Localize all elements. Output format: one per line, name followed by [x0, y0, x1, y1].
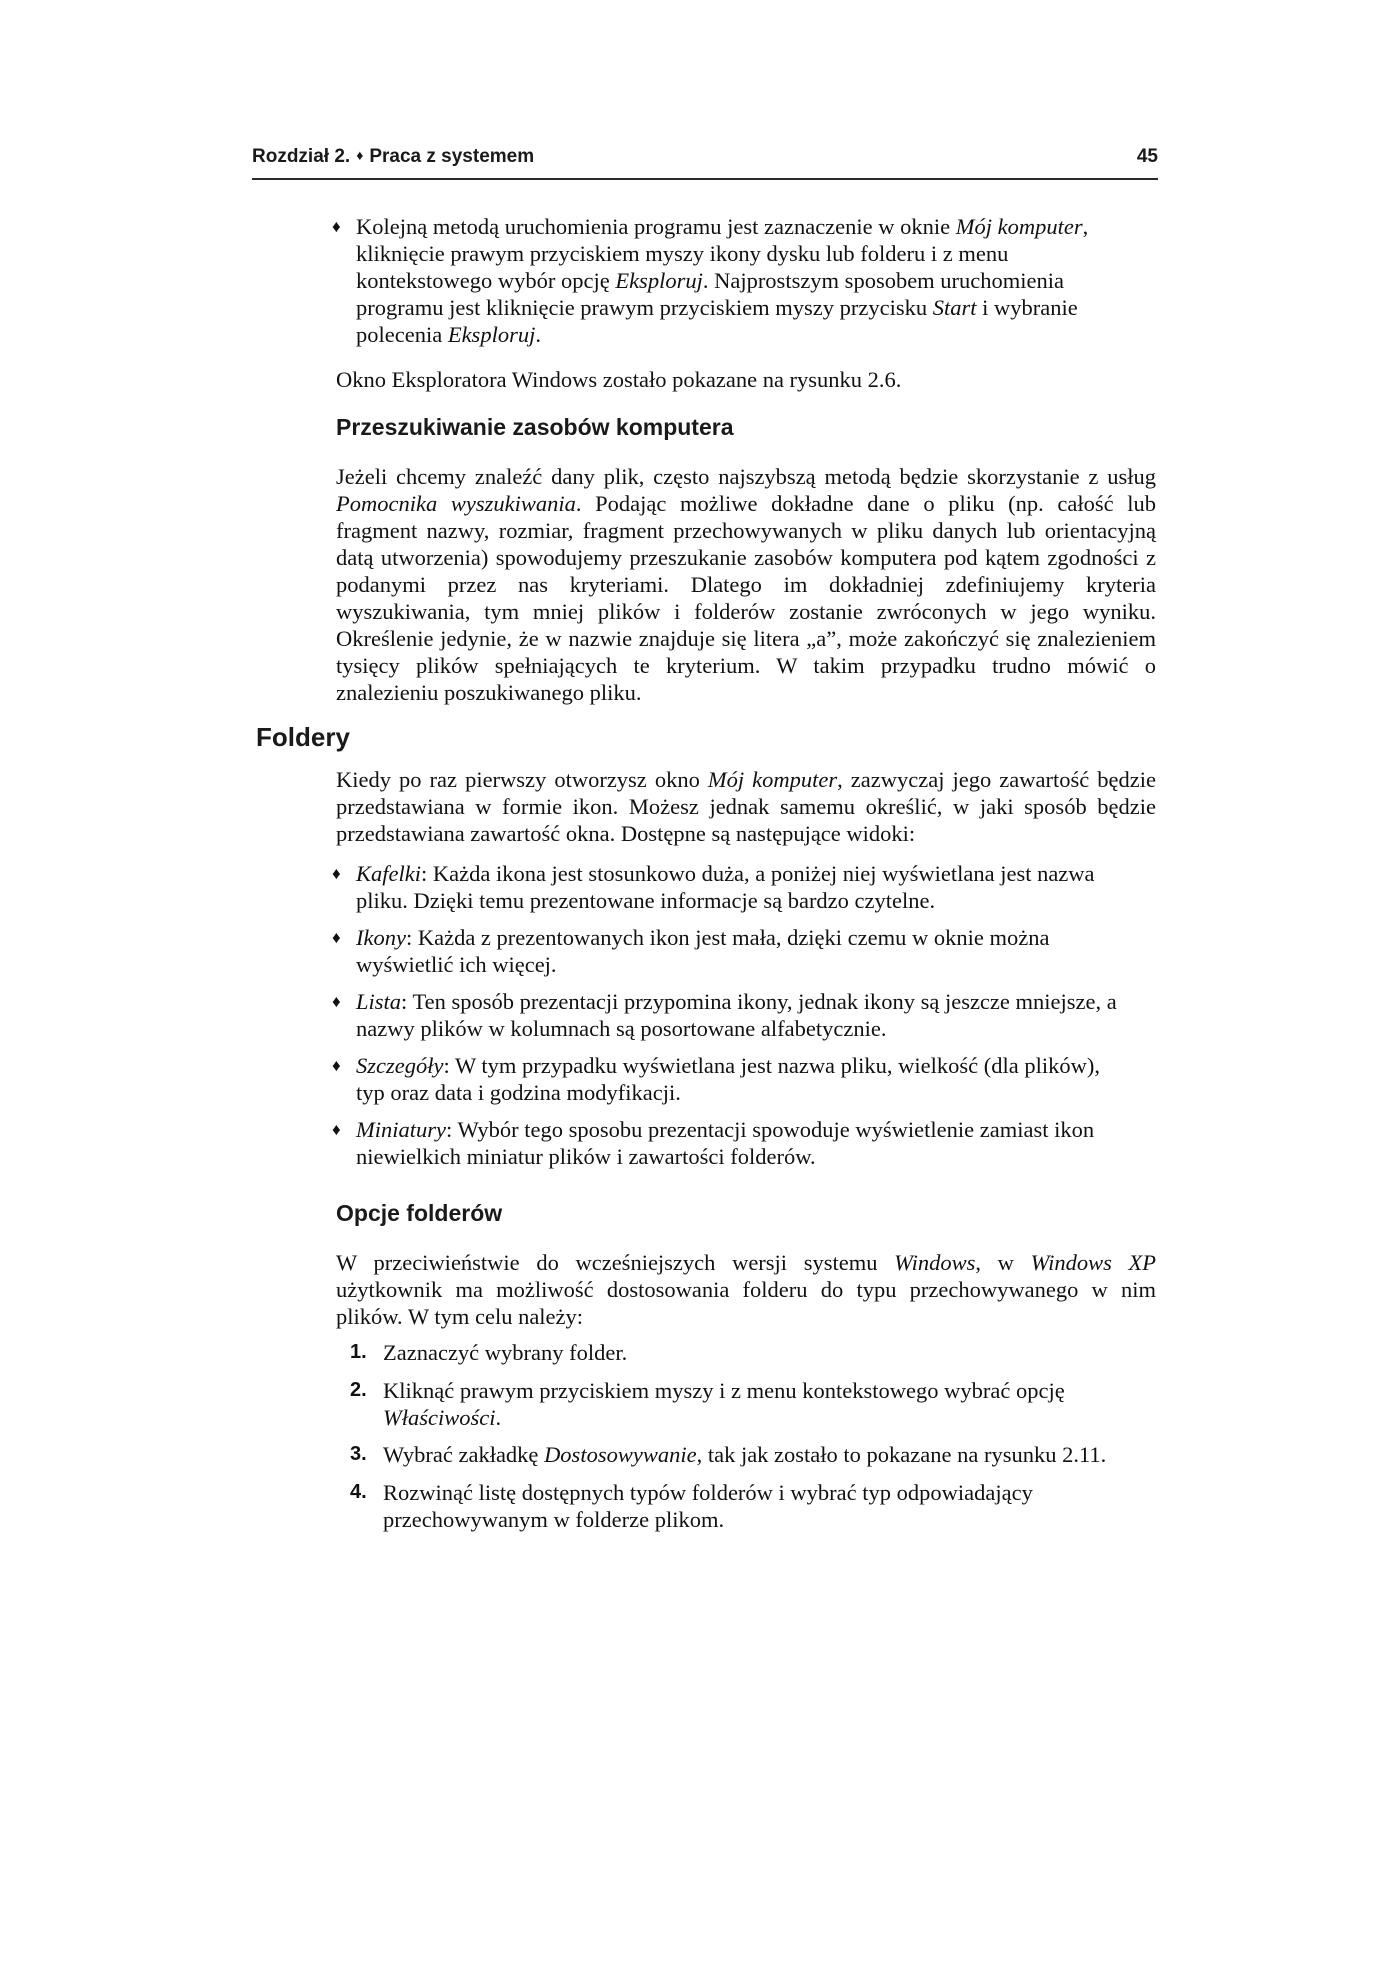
step-item — [350, 1339, 1163, 1366]
view-item-kafelki — [332, 860, 1126, 914]
step-text: Zaznaczyć wybrany folder. — [383, 1340, 628, 1365]
header-chapter-title — [252, 146, 534, 168]
bullet-text: Kolejną metodą uruchomienia programu jest zaznaczenie w oknie Mój komputer, kliknięcie prawym przyciskiem myszy ikony dysku lub folderu i z menu kontekstowego wybór opcję Eksploruj. Najprostszym sposobem uruchomienia programu jest kliknięcie prawym przyciskiem myszy przycisku Start i wybranie polecenia Eksploruj. — [356, 214, 1089, 347]
step-number: 2. — [350, 1379, 367, 1401]
explorer-note: Okno Eksploratora Windows zostało pokazane na rysunku 2.6. — [336, 367, 902, 392]
view-item-lista — [332, 988, 1126, 1042]
step-text: Rozwinąć listę dostępnych typów folderów i wybrać typ odpowiadający przechowywanym w folderze plikom. — [383, 1480, 1033, 1532]
diamond-icon: ♦ — [356, 147, 364, 163]
view-text: Szczegóły: W tym przypadku wyświetlana jest nazwa pliku, wielkość (dla plików), typ oraz data i godzina modyfikacji. — [356, 1053, 1101, 1105]
page-number: 45 — [1136, 146, 1158, 167]
step-number: 4. — [350, 1481, 367, 1503]
section-heading-search: Przeszukiwanie zasobów komputera — [336, 414, 734, 440]
header-section: Praca z systemem — [369, 146, 535, 167]
section-heading-options: Opcje folderów — [336, 1200, 503, 1226]
view-text: Miniatury: Wybór tego sposobu prezentacji spowoduje wyświetlenie zamiast ikon niewielkich miniatur plików i zawartości folderów. — [356, 1117, 1095, 1169]
step-text: Wybrać zakładkę Dostosowywanie, tak jak zostało to pokazane na rysunku 2.11. — [383, 1442, 1107, 1467]
diamond-icon: ♦ — [332, 1120, 341, 1139]
diamond-icon: ♦ — [332, 864, 341, 883]
view-text: Kafelki: Każda ikona jest stosunkowo duża, a poniżej niej wyświetlana jest nazwa pliku. Dzięki temu prezentowane informacje są bardzo czytelne. — [356, 861, 1095, 913]
view-text: Ikony: Każda z prezentowanych ikon jest mała, dzięki czemu w oknie można wyświetlić ich więcej. — [356, 925, 1050, 977]
step-number: 3. — [350, 1443, 367, 1465]
section-heading-folders: Foldery — [256, 722, 350, 752]
step-item — [350, 1441, 1163, 1468]
bullet-item-explorer-launch — [332, 213, 1126, 348]
diamond-icon: ♦ — [332, 928, 341, 947]
diamond-icon: ♦ — [332, 217, 341, 236]
view-item-ikony — [332, 924, 1126, 978]
step-number: 1. — [350, 1341, 367, 1363]
diamond-icon: ♦ — [332, 1056, 341, 1075]
view-item-szczegoly — [332, 1052, 1126, 1106]
view-text: Lista: Ten sposób prezentacji przypomina ikony, jednak ikony są jeszcze mniejsze, a nazwy plików w kolumnach są posortowane alfabetycznie. — [356, 989, 1117, 1041]
options-paragraph: W przeciwieństwie do wcześniejszych wersji systemu Windows, w Windows XP użytkownik ma możliwość dostosowania folderu do typu przechowywanego w nim plików. W tym celu należy: — [336, 1250, 1157, 1329]
header-chapter: Rozdział 2. — [252, 146, 351, 167]
folders-intro-paragraph: Kiedy po raz pierwszy otworzysz okno Mój komputer, zazwyczaj jego zawartość będzie przedstawiana w formie ikon. Możesz jednak samemu określić, w jaki sposób będzie przedstawiana zawartość okna. Dostępne są następujące widoki: — [336, 767, 1156, 846]
step-item — [350, 1377, 1123, 1431]
search-paragraph: Jeżeli chcemy znaleźć dany plik, często najszybszą metodą będzie skorzystanie z usług Pomocnika wyszukiwania. Podając możliwe dokładne dane o pliku (np. całość lub fragment nazwy, rozmiar, fragment przechowywanych w pliku danych lub orientacyjną datą utworzenia) spowodujemy przeszukanie zasobów komputera pod kątem zgodności z podanymi przez nas kryteriami. Dlatego im dokładniej zdefiniujemy kryteria wyszukiwania, tym mniej plików i folderów zostanie zwróconych w jego wyniku. Określenie jedynie, że w nazwie znajduje się litera „a”, może zakończyć się znalezieniem tysięcy plików spełniających te kryterium. W takim przypadku trudno mówić o znalezieniu poszukiwanego pliku. — [336, 464, 1156, 705]
step-text: Kliknąć prawym przyciskiem myszy i z menu kontekstowego wybrać opcję Właściwości. — [383, 1378, 1065, 1430]
step-item — [350, 1479, 1123, 1533]
running-header — [252, 146, 1158, 180]
diamond-icon: ♦ — [332, 992, 341, 1011]
view-item-miniatury — [332, 1116, 1126, 1170]
